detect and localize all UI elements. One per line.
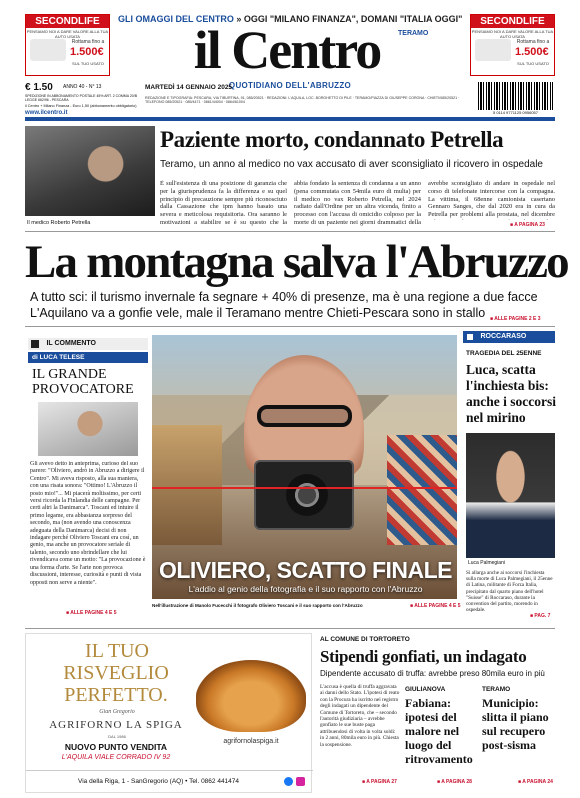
commento-page-ref[interactable]: ■ ALLE PAGINE 4 E 5	[66, 610, 117, 616]
tortoreto-kicker: AL COMUNE DI TORTORETO	[320, 636, 410, 643]
story1-column-2: abbia fondato la sentenza di condanna a un anno (pena commutata con 54mila euro di multa) per il medico no vax Roberto Petrella, nel 2024 radiato dall'Ordine per un altra vicenda, finito a processo con l'accusa di omicidio colposo per la morte di un paziente nei giorni drammatici della	[294, 180, 421, 226]
photo-telese	[38, 402, 138, 456]
glasses-icon	[257, 405, 352, 427]
roccaraso-headline[interactable]: Luca, scatta l'inchiesta bis: anche i soccorsi nel mirino	[466, 362, 556, 425]
tortoreto-subhead: Dipendente accusato di truffa: avrebbe preso 80mila euro in più	[320, 669, 545, 678]
commento-body: Gli avevo detto in anteprima, curioso del suo parere: "Oliviero, andrò in Abruzzo a dirigere il Centro". Mi aveva risposto, alla sua maniera, con una risata sonora: "Ottimo! L'Abruzzo il posto mio!"... Mi piacerà moltissimo, per certi versi ricorda la Finlandia delle campagne. Per certi altri la Danimarca". Toscani ed intuire il primo legame, era abbastanza sorpreso del secondo, ma (non avendo una conoscenza adeguata della Danimarca) decisi di non indagare perché Oliviero Toscani era così, un genio, ma anche un provocatore seriale di talento, secondo uno sbrindellare che lui rivendicava come un motto: "La provocazione è una forma d'arte. Se l'arte non provoca discussioni, interesse, curiosità e punti di vista opposti non serve a niente".	[30, 461, 146, 586]
ad-line-2: RISVEGLIO	[63, 662, 169, 684]
square-icon	[467, 334, 473, 340]
giulianova-label: GIULIANOVA	[405, 686, 446, 693]
main-subhead-1: A tutto sci: il turismo invernale fa segnare + 40% di presenze, ma è una regione a due facce	[30, 290, 538, 304]
collage-right-fabric	[387, 435, 457, 545]
cover-caption: Nell'illustrazione di Manolo Fucecchi il fotografo Oliviero Toscani e il suo rapporto con l'Abruzzo	[152, 603, 363, 608]
ad-signature: Gian Gregorio	[99, 709, 135, 715]
car-icon	[30, 39, 66, 61]
ad-note: SUL TUO USATO	[517, 61, 549, 66]
ad-brand: SECONDLIFE	[26, 15, 109, 28]
main-subhead-2: L'Aquilano va a gonfie vele, male il Teramano mentre Chieti-Pescara sono in stallo	[30, 306, 486, 320]
address-line: REDAZIONE E TIPOGRAFIA: PESCARA, VIA TIBURTINA, 91, 085/20521 · REDAZIONI: L'AQUILA, LOC. BORGHETTO DI PILE · TERAMO/PIAZZA DI GIUSEPPE CORONA · CHIETI/085/20521 · TELEFONO 085/20521 · 085/4471 · 0861/44004 · 0864/61004	[145, 96, 460, 105]
collage-left-building	[152, 425, 222, 545]
promo-label: GLI OMAGGI DEL CENTRO	[118, 14, 234, 24]
bakery-ad[interactable]	[25, 633, 312, 793]
ad-line-1: IL TUO	[85, 640, 149, 662]
teramo-headline[interactable]: Municipio: slitta il piano sul recupero post-sisma	[482, 696, 549, 752]
story1-column-1: È sull'esistenza di una posizione di garanzia che per la giurisprudenza fa la differenza e su quel principio di precauzione sempre più riconosciuto dalla Cassazione che ipm hanno basato una severa e meticolosa requisitoria. Ora saranno le motivazioni a stabilire se è su questo che la	[160, 180, 287, 226]
website[interactable]: www.ilcentro.it	[25, 110, 68, 116]
story1-headline[interactable]: Paziente morto, condannato Petrella	[160, 127, 504, 152]
masthead-rule	[25, 117, 555, 121]
teramo-label: TERAMO	[482, 686, 511, 693]
giulianova-page-ref[interactable]: ■ A PAGINA 28	[437, 779, 472, 785]
car-icon	[475, 39, 511, 61]
roccaraso-kicker: TRAGEDIA DEL 25ENNE	[466, 350, 542, 357]
ad-site[interactable]: agrifornolaspiga.it	[223, 738, 279, 745]
cover-price: € 1.50	[25, 82, 53, 93]
ad-new-store: NUOVO PUNTO VENDITA	[64, 742, 168, 752]
tortoreto-body: L'accusa è quella di truffa aggravata ai danni dello Stato. L'ipotesi di reato con la Procura ha iscritto nel registro degli indagati un dipendente del Comune di Tortoreto, che – secondo l'autorità giudiziaria – avrebbe gonfiato le sue buste paga attribuendosi di volta in volta soldi: in 2 anni, 80mila euro in più. Chiesta la sospensione.	[320, 684, 400, 748]
croissant-image	[196, 660, 306, 732]
page-ref-text: PAG. 7	[534, 613, 551, 619]
facebook-icon[interactable]	[284, 777, 293, 786]
roccaraso-label: ROCCARASO	[480, 333, 527, 340]
ad-line-3: PERFETTO.	[64, 684, 168, 706]
story1-subhead: Teramo, un anno al medico no vax accusato di aver sconsigliato il ricovero in ospedale	[160, 159, 543, 170]
cover-headline[interactable]: OLIVIERO, SCATTO FINALE	[158, 557, 453, 583]
ad-note: SUL TUO USATO	[72, 61, 104, 66]
page-ref-text: ALLE PAGINE 2 E 3	[494, 316, 541, 322]
page-ref-text: ALLE PAGINE 4 E 5	[414, 603, 461, 609]
page-ref-text: A PAGINA 24	[522, 779, 553, 785]
heartbeat-line	[152, 487, 457, 489]
ad-brand: AGRIFORNO LA SPIGA	[49, 719, 183, 731]
ad-line: Rottama fino a	[516, 39, 550, 45]
instagram-icon[interactable]	[296, 777, 305, 786]
story1-column-3: avrebbe sconsigliato di andare in ospedale nel corso di telefonate intercorse con la compagna. La vittima, il 68enne camionista casertano Gennaro Sanges, che dal 2020 era in cura da Petrella per problemi alla prostata, nel dicembre	[428, 180, 555, 219]
tortoreto-headline[interactable]: Stipendi gonfiati, un indagato	[320, 647, 527, 666]
barcode-number: 5 0114 9771125 0956057	[492, 110, 538, 115]
roccaraso-body: Si allarga anche ai soccorsi l'inchiesta sulla morte di Luca Palmegiani, il 25enne di Latina, militante di Forza Italia, precipitato dal quarto piano dell'hotel "Suisse" di Roccaraso, durante la convention del partito, morendo in ospedale.	[466, 570, 553, 614]
ad-brand: SECONDLIFE	[471, 15, 554, 28]
photo-caption: Il medico Roberto Petrella	[27, 220, 91, 226]
story1-page-ref[interactable]: ■ A PAGINA 23	[510, 222, 545, 228]
cover-subhead: L'addio al genio della fotografia e il suo rapporto con l'Abruzzo	[188, 584, 423, 594]
ad-since: DAL 1986	[108, 734, 126, 739]
tagline: QUOTIDIANO DELL'ABRUZZO	[228, 81, 352, 90]
promo-text: » OGGI "MILANO FINANZA", DOMANI "ITALIA OGGI"	[236, 14, 463, 24]
ad-amount: 1.500€	[515, 46, 549, 58]
main-headline[interactable]: La montagna salva l'Abruzzo	[25, 236, 568, 288]
page-ref-text: A PAGINA 28	[441, 779, 472, 785]
issue-info: ANNO 40 - N° 13	[63, 84, 102, 90]
teramo-page-ref[interactable]: ■ A PAGINA 24	[518, 779, 553, 785]
photo-caption: Luca Palmegiani	[468, 560, 505, 566]
ad-top-left[interactable]	[25, 14, 110, 76]
ad-top-right[interactable]	[470, 14, 555, 76]
logo[interactable]: il Centro	[193, 20, 381, 80]
ad-line: Rottama fino a	[71, 39, 105, 45]
cover-page-ref[interactable]: ■ ALLE PAGINE 4 E 5	[410, 603, 461, 609]
ad-address: L'AQUILA VIALE CORRADO IV 92	[61, 754, 171, 761]
main-page-ref[interactable]: ■ ALLE PAGINE 2 E 3	[490, 316, 541, 322]
ad-sub: PENSIAMO NOI A DARE VALORE ALLA TUA AUTO USATA	[26, 29, 109, 39]
cover-illustration[interactable]	[152, 335, 457, 599]
roccaraso-page-ref[interactable]: ■ PAG. 7	[530, 613, 551, 619]
divider	[25, 326, 555, 327]
square-icon	[31, 340, 39, 348]
ad-sub: PENSIAMO NOI A DARE VALORE ALLA TUA AUTO USATA	[471, 29, 554, 39]
giulianova-headline[interactable]: Fabiana: ipotesi del malore nel luogo del ritrovamento	[405, 696, 473, 766]
ad-footer-bar	[26, 770, 313, 793]
edition-label: TERAMO	[398, 30, 429, 37]
divider	[25, 628, 555, 629]
ad-footer-address: Via della Riga, 1 - SanGregorio (AQ) • Tel. 0862 441474	[78, 778, 240, 785]
commento-label: IL COMMENTO	[46, 340, 96, 347]
page-ref-text: A PAGINA 23	[514, 222, 545, 228]
ad-amount: 1.500€	[70, 46, 104, 58]
offers-line: il Centro + Milano Finanza - Euro 1,50 (abbonamento obbligatorio)	[25, 104, 137, 108]
commento-author: di LUCA TELESE	[28, 352, 148, 363]
commento-label-bar	[28, 338, 148, 350]
camera-icon	[254, 460, 354, 530]
postal-line: SPEDIZIONE IN ABBONAMENTO POSTALE 45% ART. 2 COMMA 20/B LEGGE 662/96 - PESCARA	[25, 94, 138, 102]
barcode	[478, 82, 553, 110]
page-ref-text: A PAGINA 27	[366, 779, 397, 785]
photo-palmegiani	[466, 433, 555, 558]
commento-title[interactable]: IL GRANDE PROVOCATORE	[32, 367, 134, 397]
tortoreto-page-ref[interactable]: ■ A PAGINA 27	[362, 779, 397, 785]
issue-date: MARTEDÌ 14 GENNAIO 2025	[145, 84, 233, 91]
page-ref-text: ALLE PAGINE 4 E 5	[70, 610, 117, 616]
photo-petrella[interactable]	[25, 126, 155, 216]
divider	[25, 231, 555, 232]
roccaraso-label-bar	[463, 331, 555, 343]
